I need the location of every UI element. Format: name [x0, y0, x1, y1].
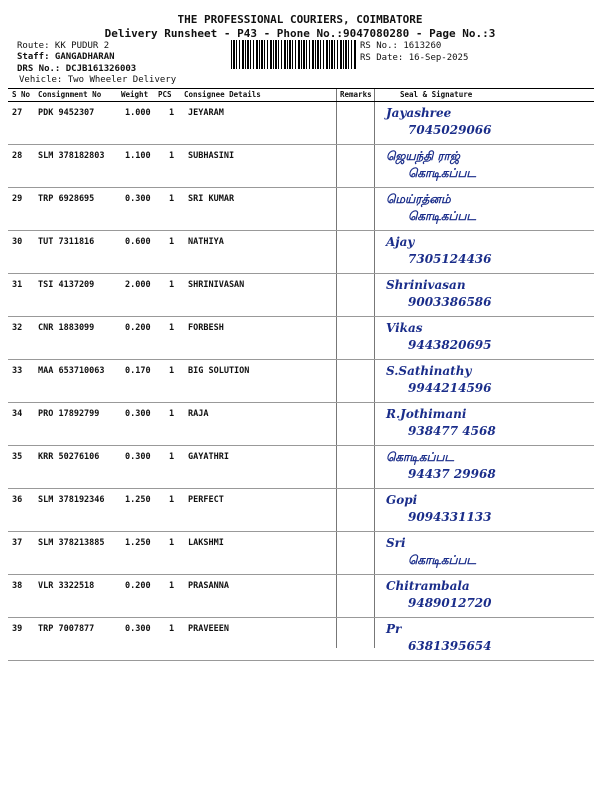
table-row	[8, 274, 594, 317]
runsheet-table	[8, 88, 594, 661]
rs-date: RS Date: 16-Sep-2025	[360, 53, 469, 63]
pcs-value: 1	[169, 194, 175, 204]
serial-number: 39	[12, 624, 23, 634]
consignment-number: TRP 7007877	[38, 624, 95, 634]
table-row	[8, 317, 594, 360]
signature-name: Sri	[386, 536, 406, 550]
serial-number: 32	[12, 323, 23, 333]
signature-name: S.Sathinathy	[386, 364, 472, 378]
table-row	[8, 446, 594, 489]
serial-number: 36	[12, 495, 23, 505]
weight-value: 2.000	[125, 280, 151, 290]
consignee-name: SUBHASINI	[188, 151, 235, 161]
signature-phone: கொடிகப்பட	[408, 553, 476, 567]
weight-value: 1.100	[125, 151, 151, 161]
serial-number: 38	[12, 581, 23, 591]
serial-number: 34	[12, 409, 23, 419]
pcs-value: 1	[169, 452, 175, 462]
consignment-number: SLM 378182803	[38, 151, 105, 161]
signature-phone: 9443820695	[408, 338, 492, 352]
pcs-value: 1	[169, 538, 175, 548]
table-row	[8, 188, 594, 231]
staff-label: Staff: GANGADHARAN	[17, 52, 115, 62]
weight-value: 0.200	[125, 323, 151, 333]
consignment-number: MAA 653710063	[38, 366, 105, 376]
vehicle-label: Vehicle: Two Wheeler Delivery	[19, 75, 177, 85]
pcs-value: 1	[169, 409, 175, 419]
signature-name: ஜெயந்தி ராஜ்	[386, 149, 460, 163]
serial-number: 31	[12, 280, 23, 290]
consignee-name: FORBESH	[188, 323, 224, 333]
consignment-number: TRP 6928695	[38, 194, 95, 204]
signature-phone: 9489012720	[408, 596, 492, 610]
weight-value: 0.200	[125, 581, 151, 591]
consignment-number: PDK 9452307	[38, 108, 95, 118]
col-consignment: Consignment No	[38, 90, 102, 99]
signature-phone: 6381395654	[408, 639, 492, 653]
table-row	[8, 618, 594, 661]
consignee-name: LAKSHMI	[188, 538, 224, 548]
weight-value: 0.300	[125, 452, 151, 462]
col-signature: Seal & Signature	[400, 90, 473, 99]
weight-value: 0.300	[125, 409, 151, 419]
table-row	[8, 489, 594, 532]
pcs-value: 1	[169, 108, 175, 118]
consignee-name: PRASANNA	[188, 581, 229, 591]
consignee-name: SRI KUMAR	[188, 194, 235, 204]
consignment-number: KRR 50276106	[38, 452, 100, 462]
signature-name: மெய்ரத்னம்	[386, 192, 451, 206]
pcs-value: 1	[169, 237, 175, 247]
signature-phone: 938477 4568	[408, 424, 496, 438]
weight-value: 0.170	[125, 366, 151, 376]
weight-value: 0.300	[125, 194, 151, 204]
consignment-number: VLR 3322518	[38, 581, 95, 591]
weight-value: 0.600	[125, 237, 151, 247]
consignee-name: PRAVEEEN	[188, 624, 229, 634]
weight-value: 0.300	[125, 624, 151, 634]
weight-value: 1.000	[125, 108, 151, 118]
serial-number: 33	[12, 366, 23, 376]
consignment-number: TSI 4137209	[38, 280, 95, 290]
pcs-value: 1	[169, 366, 175, 376]
runsheet-subtitle: Delivery Runsheet - P43 - Phone No.:9047080280 - Page No.:3	[104, 27, 496, 40]
rs-number: RS No.: 1613260	[360, 41, 442, 51]
consignment-number: PRO 17892799	[38, 409, 100, 419]
pcs-value: 1	[169, 151, 175, 161]
signature-name: Jayashree	[386, 106, 452, 120]
signature-name: Gopi	[386, 493, 418, 507]
signature-phone: 9003386586	[408, 295, 492, 309]
signature-name: R.Jothimani	[386, 407, 467, 421]
signature-phone: கொடிகப்பட	[408, 209, 476, 223]
weight-value: 1.250	[125, 495, 151, 505]
pcs-value: 1	[169, 495, 175, 505]
signature-name: கொடிகப்பட	[386, 450, 454, 464]
pcs-value: 1	[169, 581, 175, 591]
col-sno: S No	[12, 90, 31, 99]
signature-name: Vikas	[386, 321, 423, 335]
pcs-value: 1	[169, 280, 175, 290]
company-title: THE PROFESSIONAL COURIERS, COIMBATORE	[177, 13, 423, 26]
signature-phone: 7045029066	[408, 123, 492, 137]
table-row	[8, 532, 594, 575]
pcs-value: 1	[169, 323, 175, 333]
table-row	[8, 403, 594, 446]
signature-phone: 94437 29968	[408, 467, 496, 481]
pcs-value: 1	[169, 624, 175, 634]
consignee-name: NATHIYA	[188, 237, 224, 247]
consignee-name: BIG SOLUTION	[188, 366, 250, 376]
barcode	[231, 40, 356, 69]
table-row	[8, 575, 594, 618]
serial-number: 37	[12, 538, 23, 548]
table-row	[8, 360, 594, 403]
consignment-number: SLM 378192346	[38, 495, 105, 505]
consignment-number: CNR 1883099	[38, 323, 95, 333]
signature-name: Shrinivasan	[386, 278, 466, 292]
serial-number: 30	[12, 237, 23, 247]
drs-label: DRS No.: DCJB161326003	[17, 64, 137, 74]
signature-phone: 9094331133	[408, 510, 492, 524]
col-weight: Weight	[121, 90, 149, 99]
consignment-number: SLM 378213885	[38, 538, 105, 548]
consignee-name: GAYATHRI	[188, 452, 229, 462]
signature-name: Chitrambala	[386, 579, 470, 593]
weight-value: 1.250	[125, 538, 151, 548]
table-header	[8, 88, 594, 102]
consignee-name: JEYARAM	[188, 108, 224, 118]
consignee-name: SHRINIVASAN	[188, 280, 245, 290]
table-row	[8, 145, 594, 188]
col-consignee: Consignee Details	[184, 90, 261, 99]
col-remarks: Remarks	[340, 90, 372, 99]
signature-phone: 7305124436	[408, 252, 492, 266]
signature-name: Pr	[386, 622, 402, 636]
table-row	[8, 102, 594, 145]
col-pcs: PCS	[158, 90, 172, 99]
signature-phone: கொடிகப்பட	[408, 166, 476, 180]
consignee-name: PERFECT	[188, 495, 224, 505]
serial-number: 29	[12, 194, 23, 204]
signature-phone: 9944214596	[408, 381, 492, 395]
table-row	[8, 231, 594, 274]
signature-name: Ajay	[386, 235, 415, 249]
consignment-number: TUT 7311816	[38, 237, 95, 247]
serial-number: 28	[12, 151, 23, 161]
route-label: Route: KK PUDUR 2	[17, 41, 110, 51]
serial-number: 27	[12, 108, 23, 118]
consignee-name: RAJA	[188, 409, 209, 419]
serial-number: 35	[12, 452, 23, 462]
